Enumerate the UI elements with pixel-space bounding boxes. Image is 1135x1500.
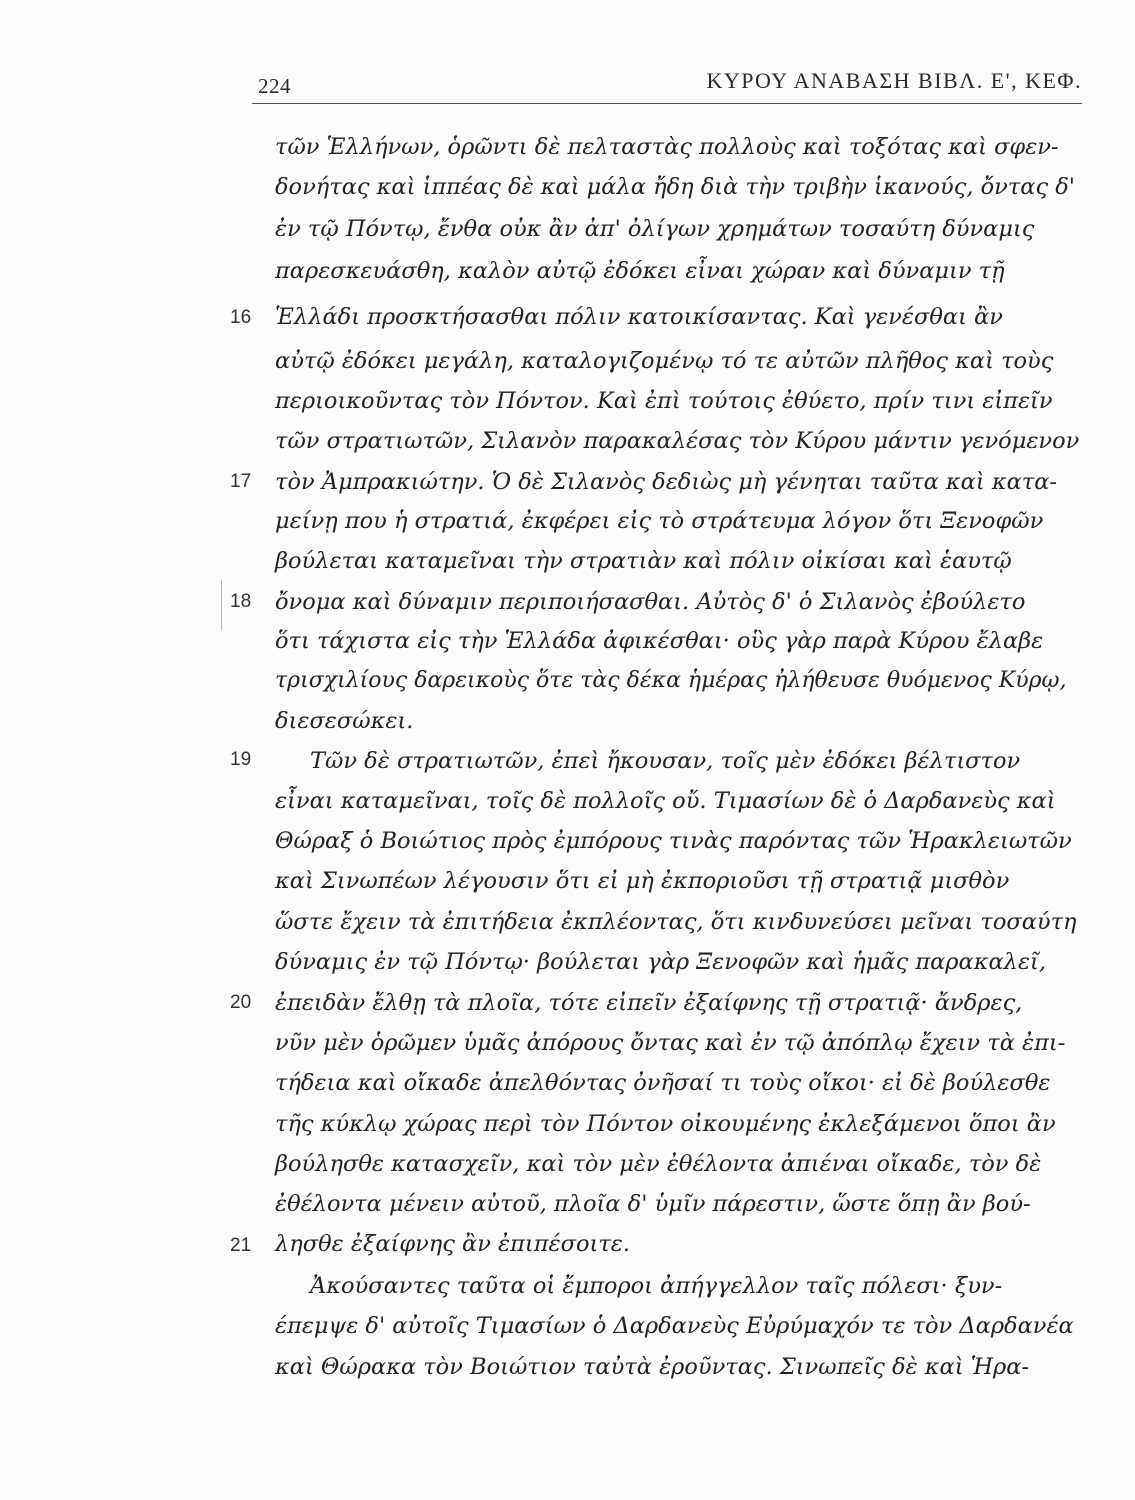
- text-line: βούλεται καταμεῖναι τὴν στρατιὰν καὶ πόλιν οἰκίσαι καὶ ἑαυτῷ: [275, 548, 1012, 574]
- text-line: τῶν Ἑλλήνων, ὁρῶντι δὲ πελταστὰς πολλοὺς καὶ τοξότας καὶ σφεν-: [275, 134, 1059, 160]
- text-line: διεσεσώκει.: [275, 708, 414, 734]
- text-line: λησθε ἐξαίφνης ἂν ἐπιπέσοιτε.: [275, 1231, 630, 1257]
- text-line: νῦν μὲν ὁρῶμεν ὑμᾶς ἀπόρους ὄντας καὶ ἐν τῷ ἀπόπλῳ ἔχειν τὰ ἐπι-: [275, 1030, 1066, 1056]
- text-line: ὄνομα καὶ δύναμιν περιποιήσασθαι. Αὐτὸς δ' ὁ Σιλανὸς ἐβούλετο: [275, 589, 1026, 615]
- page-number: 224: [258, 74, 291, 98]
- text-line: ἐν τῷ Πόντῳ, ἔνθα οὐκ ἂν ἀπ' ὀλίγων χρημάτων τοσαύτη δύναμις: [275, 216, 1035, 242]
- text-line: τρισχιλίους δαρεικοὺς ὅτε τὰς δέκα ἡμέρας ἠλήθευσε θυόμενος Κύρῳ,: [275, 668, 1067, 693]
- text-line: Ἀκούσαντες ταῦτα οἱ ἔμποροι ἀπήγγελλον ταῖς πόλεσι· ξυν-: [310, 1273, 1003, 1299]
- text-line: τῶν στρατιωτῶν, Σιλανὸν παρακαλέσας τὸν Κύρου μάντιν γενόμενον: [275, 428, 1080, 454]
- text-line: τὸν Ἀμπρακιώτην. Ὁ δὲ Σιλανὸς δεδιὼς μὴ γένηται ταῦτα καὶ κατα-: [275, 469, 1058, 495]
- section-number: 20: [230, 992, 252, 1013]
- section-number: 18: [230, 591, 252, 612]
- text-line: ἐθέλοντα μένειν αὐτοῦ, πλοῖα δ' ὑμῖν πάρεστιν, ὥστε ὅπῃ ἂν βού-: [275, 1191, 1031, 1217]
- text-line: καὶ Θώρακα τὸν Βοιώτιον ταὐτὰ ἐροῦντας. Σινωπεῖς δὲ καὶ Ἡρα-: [275, 1354, 1030, 1380]
- text-line: ὅτι τάχιστα εἰς τὴν Ἑλλάδα ἀφικέσθαι· οὓς γὰρ παρὰ Κύρου ἔλαβε: [275, 628, 1044, 654]
- text-line: δονήτας καὶ ἱππέας δὲ καὶ μάλα ἤδη διὰ τὴν τριβὴν ἱκανούς, ὄντας δ': [275, 174, 1075, 200]
- running-head: ΚΥΡΟΥ ΑΝΑΒΑΣΗ ΒΙΒΛ. Ε', ΚΕΦ.: [706, 68, 1082, 93]
- text-line: εἶναι καταμεῖναι, τοῖς δὲ πολλοῖς οὔ. Τιμασίων δὲ ὁ Δαρδανεὺς καὶ: [275, 788, 1056, 814]
- text-line: δύναμις ἐν τῷ Πόντῳ· βούλεται γὰρ Ξενοφῶν καὶ ἡμᾶς παρακαλεῖ,: [275, 949, 1046, 975]
- text-line: ὥστε ἔχειν τὰ ἐπιτήδεια ἐκπλέοντας, ὅτι κινδυνεύσει μεῖναι τοσαύτη: [275, 909, 1077, 935]
- text-line: βούλησθε κατασχεῖν, καὶ τὸν μὲν ἐθέλοντα ἀπιέναι οἴκαδε, τὸν δὲ: [275, 1151, 1042, 1177]
- text-line: παρεσκευάσθη, καλὸν αὐτῷ ἐδόκει εἶναι χώραν καὶ δύναμιν τῇ: [275, 258, 1005, 284]
- text-line: περιοικοῦντας τὸν Πόντον. Καὶ ἐπὶ τούτοις ἐθύετο, πρίν τινι εἰπεῖν: [275, 388, 1053, 414]
- text-line: μείνῃ που ἡ στρατιά, ἐκφέρει εἰς τὸ στράτευμα λόγον ὅτι Ξενοφῶν: [275, 508, 1044, 534]
- text-line: Θώραξ ὁ Βοιώτιος πρὸς ἐμπόρους τινὰς παρόντας τῶν Ἡρακλειωτῶν: [275, 828, 1072, 854]
- section-number: 21: [230, 1235, 252, 1256]
- section-number: 19: [230, 749, 252, 770]
- text-line: έπεμψε δ' αὐτοῖς Τιμασίων ὁ Δαρδανεὺς Εὐρύμαχόν τε τὸν Δαρδανέα: [275, 1313, 1074, 1339]
- section-number: 16: [230, 307, 252, 328]
- text-line: Ἑλλάδι προσκτήσασθαι πόλιν κατοικίσαντας. Καὶ γενέσθαι ἂν: [275, 304, 1003, 330]
- text-line: Τῶν δὲ στρατιωτῶν, ἐπεὶ ἤκουσαν, τοῖς μὲν ἐδόκει βέλτιστον: [310, 748, 1021, 774]
- section-number: 17: [230, 471, 252, 492]
- text-line: αὐτῷ ἐδόκει μεγάλη, καταλογιζομένῳ τό τε αὐτῶν πλῆθος καὶ τοὺς: [275, 348, 1054, 374]
- text-line: ἐπειδὰν ἔλθῃ τὰ πλοῖα, τότε εἰπεῖν ἐξαίφνης τῇ στρατιᾷ· ἄνδρες,: [275, 990, 1023, 1016]
- text-line: τῆς κύκλῳ χώρας περὶ τὸν Πόντον οἰκουμένης ἐκλεξάμενοι ὅποι ἂν: [275, 1111, 1056, 1137]
- text-line: τήδεια καὶ οἴκαδε ἀπελθόντας ὀνῆσαί τι τοὺς οἴκοι· εἰ δὲ βούλεσθε: [275, 1070, 1051, 1096]
- text-line: καὶ Σινωπέων λέγουσιν ὅτι εἰ μὴ ἐκποριοῦσι τῇ στρατιᾷ μισθὸν: [275, 868, 1010, 894]
